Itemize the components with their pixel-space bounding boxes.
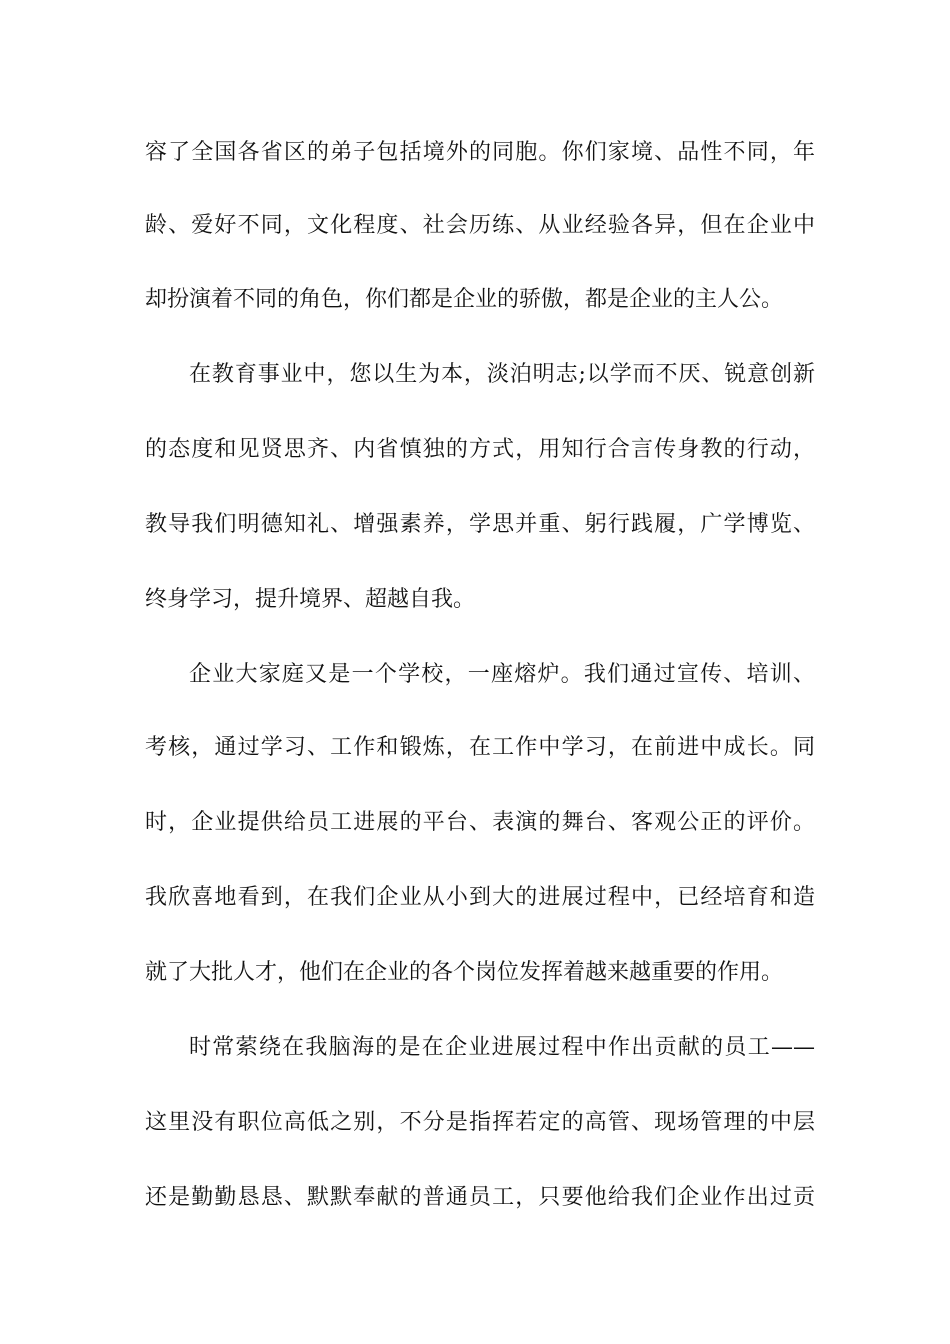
text-line: 却扮演着不同的角色，你们都是企业的骄傲，都是企业的主人公。: [145, 287, 784, 312]
text-line: 时，企业提供给员工进展的平台、表演的舞台、客观公正的评价。: [145, 810, 815, 835]
text-line: 教导我们明德知礼、增强素养，学思并重、躬行践履，广学博览、: [145, 512, 815, 537]
text-line: 这里没有职位高低之别，不分是指挥若定的高管、现场管理的中层: [145, 1110, 815, 1135]
text-line: 终身学习，提升境界、超越自我。: [145, 587, 476, 612]
text-line: 容了全国各省区的弟子包括境外的同胞。你们家境、品性不同，年: [145, 140, 815, 165]
paragraph-first-line: 在教育事业中，您以生为本，淡泊明志;以学而不厌、锐意创新: [189, 362, 815, 387]
paragraph-first-line: 企业大家庭又是一个学校，一座熔炉。我们通过宣传、培训、: [189, 662, 815, 687]
text-line: 我欣喜地看到，在我们企业从小到大的进展过程中，已经培育和造: [145, 885, 815, 910]
text-line: 还是勤勤恳恳、默默奉献的普通员工，只要他给我们企业作出过贡: [145, 1185, 815, 1210]
text-line: 就了大批人才，他们在企业的各个岗位发挥着越来越重要的作用。: [145, 960, 784, 985]
paragraph-first-line: 时常萦绕在我脑海的是在企业进展过程中作出贡献的员工——: [189, 1035, 815, 1060]
text-line: 考核，通过学习、工作和锻炼，在工作中学习，在前进中成长。同: [145, 735, 815, 760]
text-line: 的态度和见贤思齐、内省慎独的方式，用知行合言传身教的行动，: [145, 437, 815, 462]
text-line: 龄、爱好不同，文化程度、社会历练、从业经验各异，但在企业中: [145, 213, 815, 238]
